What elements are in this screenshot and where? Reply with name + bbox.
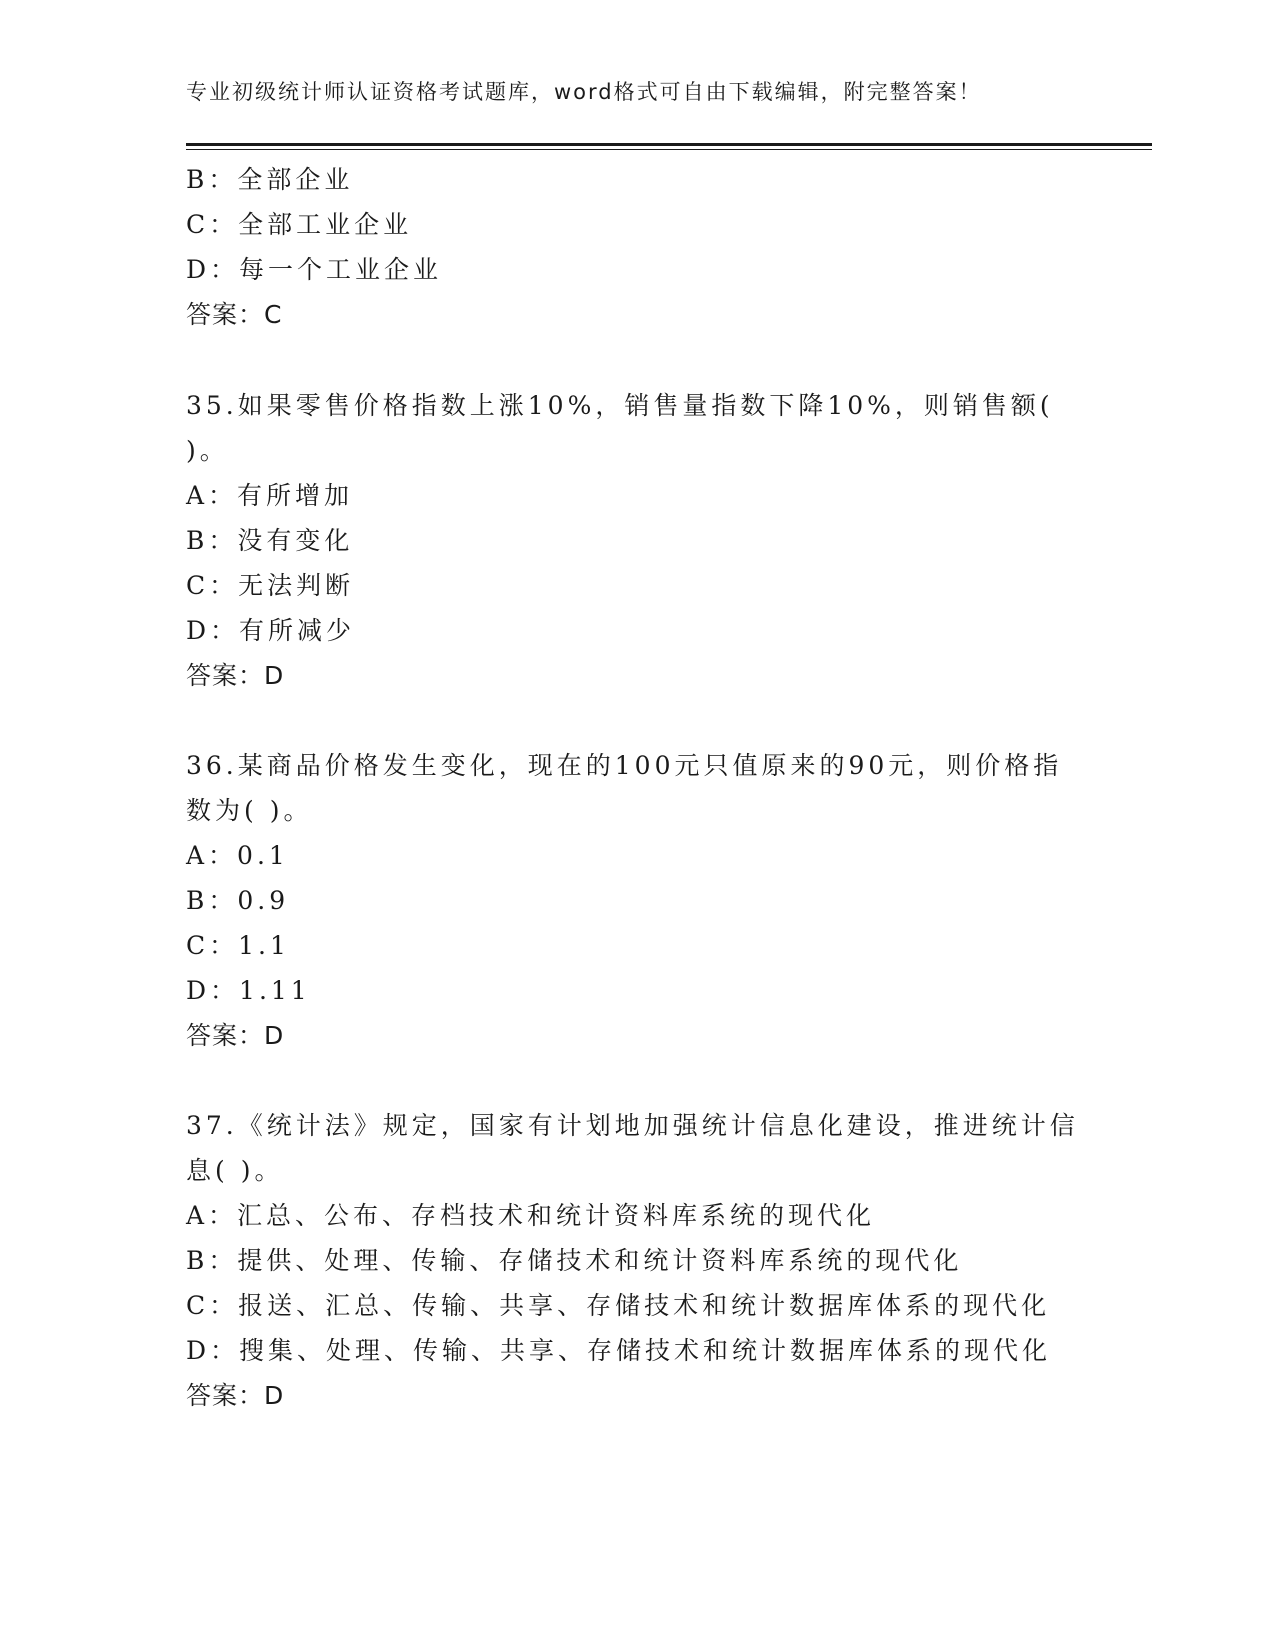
q34-option-d: D：每一个工业企业: [186, 255, 443, 284]
q35-option-c: C：无法判断: [186, 571, 355, 600]
q35-option-b: B：没有变化: [186, 526, 354, 555]
q34-option-b: B：全部企业: [186, 165, 354, 194]
q37-option-d: D：搜集、处理、传输、共享、存储技术和统计数据库体系的现代化: [186, 1336, 1052, 1365]
q35-option-a: A：有所增加: [186, 481, 354, 510]
q34-option-c: C：全部工业企业: [186, 210, 413, 239]
q35-answer: 答案：D: [186, 661, 285, 690]
q35-stem-line2: )。: [186, 436, 229, 465]
q36-option-d: D：1.11: [186, 976, 311, 1005]
q36-stem-line1: 36.某商品价格发生变化，现在的100元只值原来的90元，则价格指: [186, 751, 1063, 780]
q36-option-a: A：0.1: [186, 841, 289, 870]
q35-option-d: D：有所减少: [186, 616, 356, 645]
q36-option-c: C：1.1: [186, 931, 290, 960]
header-rule-thin: [186, 149, 1152, 150]
q36-stem-line2: 数为( )。: [186, 796, 313, 825]
q37-option-c: C：报送、汇总、传输、共享、存储技术和统计数据库体系的现代化: [186, 1291, 1051, 1320]
q34-answer: 答案：C: [186, 300, 283, 329]
q37-option-b: B：提供、处理、传输、存储技术和统计资料库系统的现代化: [186, 1246, 963, 1275]
q37-option-a: A：汇总、公布、存档技术和统计资料库系统的现代化: [186, 1201, 876, 1230]
header-rule-thick: [186, 143, 1152, 146]
q37-answer: 答案：D: [186, 1381, 285, 1410]
q36-option-b: B：0.9: [186, 886, 290, 915]
page-header: 专业初级统计师认证资格考试题库，word格式可自由下载编辑，附完整答案！: [186, 80, 982, 104]
q37-stem-line2: 息( )。: [186, 1156, 284, 1185]
q35-stem-line1: 35.如果零售价格指数上涨10%，销售量指数下降10%，则销售额(: [186, 391, 1054, 420]
q37-stem-line1: 37.《统计法》规定，国家有计划地加强统计信息化建设，推进统计信: [186, 1111, 1079, 1140]
q36-answer: 答案：D: [186, 1021, 285, 1050]
